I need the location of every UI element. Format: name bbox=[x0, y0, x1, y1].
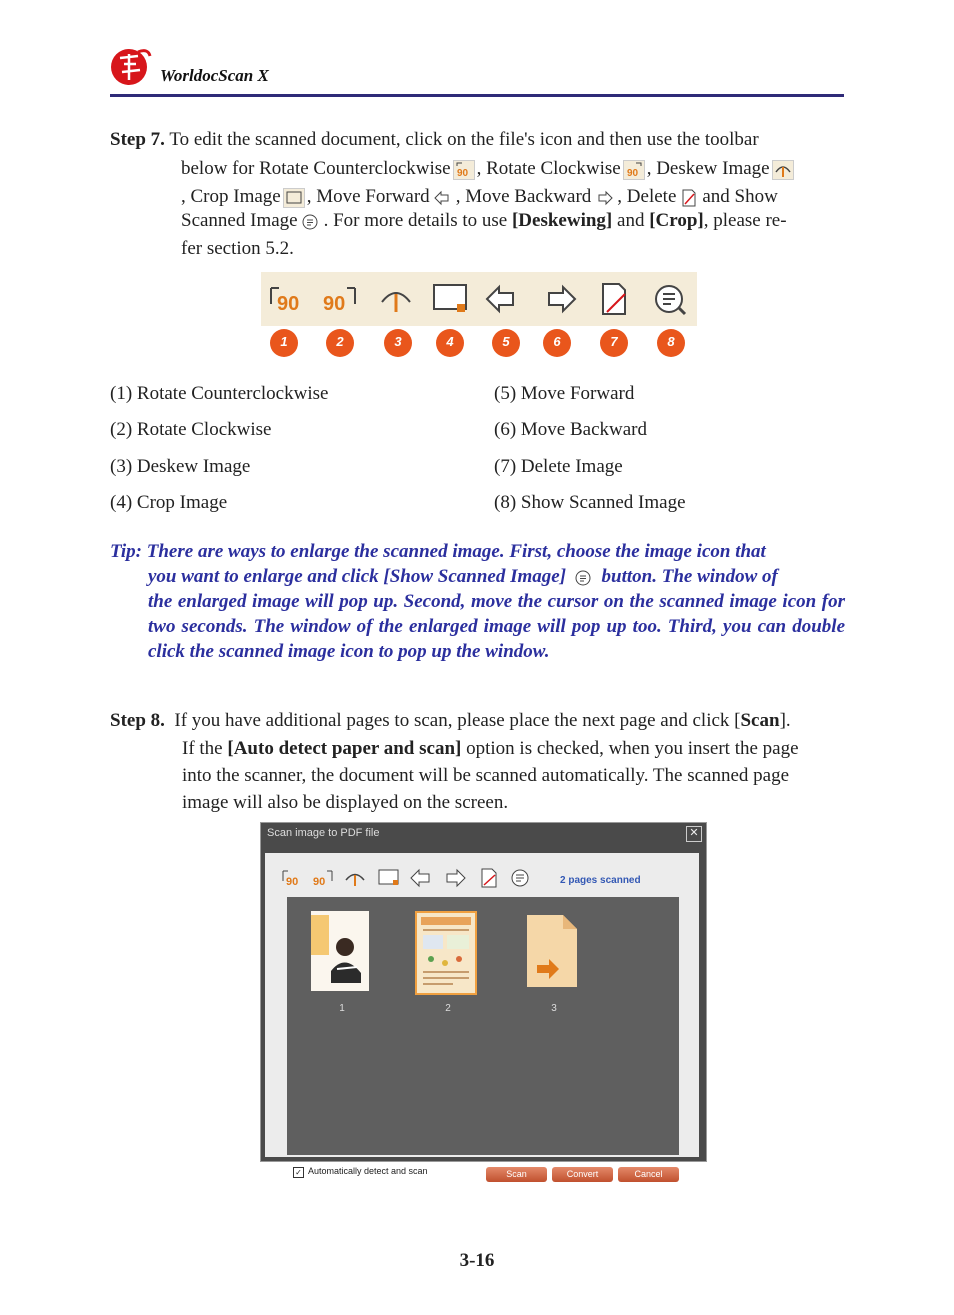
badge-3: 3 bbox=[384, 329, 412, 357]
legend-item: (3) Deskew Image bbox=[110, 456, 251, 477]
step7-label: Step 7. bbox=[110, 129, 165, 150]
page-number: 3-16 bbox=[459, 1250, 495, 1271]
step7-line3 bbox=[181, 184, 845, 210]
tip-box bbox=[110, 539, 845, 664]
text: [Auto detect paper and scan] bbox=[227, 738, 462, 759]
text: If the bbox=[182, 738, 223, 759]
rotate-cw-icon[interactable] bbox=[311, 867, 335, 889]
tip-rest: the enlarged image will pop up. Second, move the cursor on the scanned image icon for two seconds. The window of the enlarged image will pop up too. Third, you can double click the scanned image icon to pop up the window. bbox=[148, 591, 845, 662]
text: button. The window of bbox=[601, 566, 778, 587]
badge-1: 1 bbox=[270, 329, 298, 357]
cancel-button[interactable]: Cancel bbox=[618, 1167, 679, 1182]
text: ]. bbox=[779, 710, 791, 731]
auto-detect-checkbox[interactable]: ✓ bbox=[293, 1167, 304, 1178]
crop-icon bbox=[431, 282, 471, 316]
badge-7: 7 bbox=[600, 329, 628, 357]
move-backward-icon bbox=[593, 188, 615, 208]
text: you want to enlarge and click [Show Scanned Image] bbox=[148, 566, 567, 587]
step8-line4: image will also be displayed on the screen. bbox=[182, 792, 509, 813]
text: and Show bbox=[702, 186, 778, 207]
delete-icon bbox=[595, 282, 635, 316]
text: Scan bbox=[740, 710, 780, 731]
step8-line1 bbox=[110, 708, 845, 734]
rotate-cw-icon bbox=[623, 160, 645, 180]
step7-line2 bbox=[181, 156, 845, 182]
thumbnail-area bbox=[287, 897, 679, 1155]
move-forward-icon[interactable] bbox=[409, 867, 433, 889]
text: below for Rotate Counterclockwise bbox=[181, 158, 451, 179]
badge-8: 8 bbox=[657, 329, 685, 357]
delete-icon[interactable] bbox=[477, 867, 501, 889]
toolbar-illustration bbox=[261, 272, 697, 326]
rotate-cw-icon bbox=[321, 282, 361, 316]
header-rule bbox=[110, 94, 844, 97]
scan-button[interactable]: Scan bbox=[486, 1167, 547, 1182]
badge-5: 5 bbox=[492, 329, 520, 357]
tip-first: Tip: There are ways to enlarge the scanned image. First, choose the image icon that bbox=[110, 541, 766, 562]
legend-item: (4) Crop Image bbox=[110, 492, 228, 513]
text: , Move Forward bbox=[306, 186, 430, 207]
text: option is checked, when you insert the page bbox=[466, 738, 799, 759]
step7-text: To edit the scanned document, click on the file's icon and then use the toolbar bbox=[169, 129, 759, 150]
step8-line3: into the scanner, the document will be scanned automatically. The scanned page bbox=[182, 765, 790, 786]
thumb-number: 3 bbox=[551, 1003, 557, 1014]
pages-scanned-status: 2 pages scanned bbox=[560, 875, 641, 886]
thumb-image-1 bbox=[311, 911, 369, 991]
legend-item: (6) Move Backward bbox=[494, 419, 648, 440]
text: , Delete bbox=[617, 186, 677, 207]
text: . For more details to use bbox=[323, 210, 508, 231]
svg-text:90: 90 bbox=[456, 167, 468, 179]
rotate-ccw-icon bbox=[453, 160, 475, 180]
rotate-ccw-icon[interactable] bbox=[281, 867, 305, 889]
rotate-ccw-icon bbox=[267, 282, 307, 316]
thumb-number: 2 bbox=[445, 1003, 451, 1014]
show-scanned-icon bbox=[300, 212, 322, 232]
svg-text:90: 90 bbox=[286, 876, 299, 888]
text: If you have additional pages to scan, please place the next page and click [ bbox=[174, 710, 741, 731]
text: [Deskewing] bbox=[511, 210, 613, 231]
thumb-image-2 bbox=[417, 913, 475, 993]
deskew-icon bbox=[376, 282, 416, 316]
insert-here-placeholder bbox=[523, 911, 581, 991]
text: , Deskew Image bbox=[646, 158, 770, 179]
svg-text:90: 90 bbox=[323, 293, 346, 315]
thumb-number: 1 bbox=[339, 1003, 345, 1014]
page-thumbnail[interactable] bbox=[311, 911, 369, 991]
step8-line2 bbox=[182, 736, 846, 762]
legend-item: (5) Move Forward bbox=[494, 383, 635, 404]
close-icon[interactable]: ✕ bbox=[686, 826, 702, 842]
step7-line4 bbox=[181, 208, 845, 234]
window-title: Scan image to PDF file bbox=[267, 827, 380, 839]
page-thumbnail-selected[interactable] bbox=[415, 911, 477, 995]
deskew-icon[interactable] bbox=[343, 867, 367, 889]
app-logo bbox=[108, 42, 154, 88]
move-backward-icon bbox=[539, 282, 579, 316]
crop-icon[interactable] bbox=[377, 867, 401, 889]
insert-page-icon bbox=[523, 911, 581, 991]
text: Scanned Image bbox=[181, 210, 298, 231]
text: , Rotate Clockwise bbox=[476, 158, 621, 179]
text: [Crop] bbox=[649, 210, 704, 231]
show-scanned-icon bbox=[651, 282, 691, 316]
svg-text:90: 90 bbox=[313, 876, 326, 888]
text: , Move Backward bbox=[455, 186, 592, 207]
legend-item: (2) Rotate Clockwise bbox=[110, 419, 272, 440]
svg-text:90: 90 bbox=[626, 167, 638, 179]
convert-button[interactable]: Convert bbox=[552, 1167, 613, 1182]
delete-icon bbox=[678, 188, 700, 208]
move-backward-icon[interactable] bbox=[443, 867, 467, 889]
show-scanned-icon bbox=[573, 568, 595, 588]
text: , Crop Image bbox=[181, 186, 281, 207]
step7-line1 bbox=[110, 127, 845, 153]
move-forward-icon bbox=[432, 188, 454, 208]
text: , please re- bbox=[703, 210, 787, 231]
text: and bbox=[617, 210, 645, 231]
move-forward-icon bbox=[483, 282, 523, 316]
crop-icon bbox=[283, 188, 305, 208]
legend-item: (1) Rotate Counterclockwise bbox=[110, 383, 329, 404]
auto-detect-label: Automatically detect and scan bbox=[308, 1166, 428, 1176]
show-scanned-icon[interactable] bbox=[509, 867, 533, 889]
step8-label: Step 8. bbox=[110, 710, 165, 731]
tip-second bbox=[110, 564, 845, 589]
badge-4: 4 bbox=[436, 329, 464, 357]
legend-item: (7) Delete Image bbox=[494, 456, 623, 477]
svg-text:90: 90 bbox=[277, 293, 300, 315]
step7-line5: fer section 5.2. bbox=[181, 238, 294, 259]
scan-window-screenshot bbox=[260, 822, 707, 1179]
badge-2: 2 bbox=[326, 329, 354, 357]
app-name: WorldocScan X bbox=[160, 66, 269, 85]
window-body bbox=[265, 853, 699, 1179]
deskew-icon bbox=[772, 160, 794, 180]
badge-6: 6 bbox=[543, 329, 571, 357]
legend-item: (8) Show Scanned Image bbox=[494, 492, 686, 513]
